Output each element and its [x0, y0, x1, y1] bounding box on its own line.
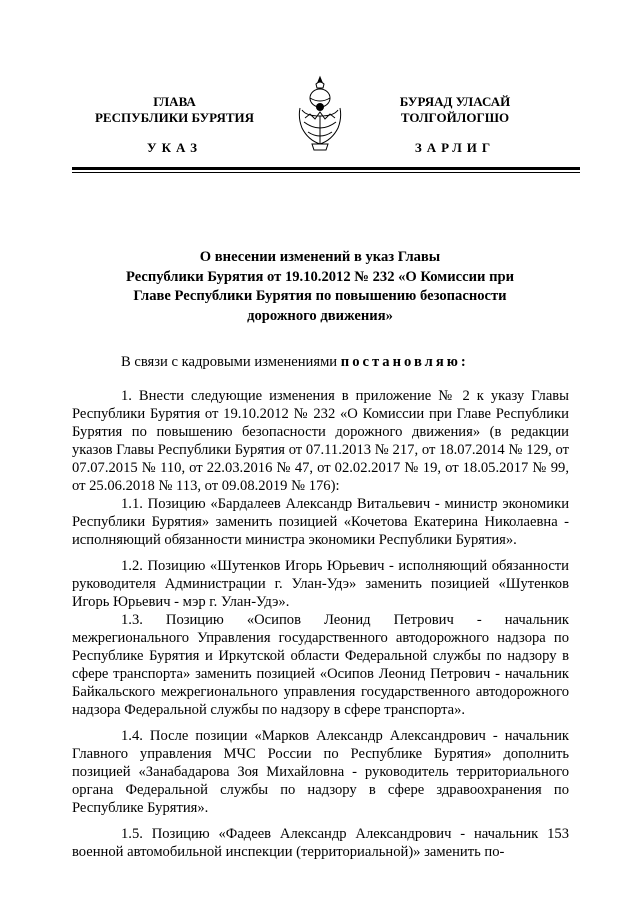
paragraph-1-2: 1.2. Позицию «Шутенков Игорь Юрьевич - исполняющий обязанности руководителя Администрации г. Улан-Удэ» заменить позицией «Шутенков Игорь Юрьевич - мэр г. Улан-Удэ».	[72, 558, 569, 610]
paragraph-1-5: 1.5. Позицию «Фадеев Александр Александрович - начальник 153 военной автомобильной инспекции (территориальной)» заменить по-	[72, 826, 569, 860]
header-left-line1: ГЛАВА	[153, 94, 196, 109]
header-divider-thin	[72, 172, 580, 173]
paragraph-1: 1. Внести следующие изменения в приложение № 2 к указу Главы Республики Бурятия от 19.10.2012 № 232 «О Комиссии при Главе Республики Бурятия по повышению безопасности дорожного движения» (в редакции указов Главы Республики Бурятия от 07.11.2013 № 217, от 18.07.2014 № 129, от 07.07.2015 № 110, от 22.03.2016 № 47, от 02.02.2017 № 19, от 18.05.2017 № 99, от 25.06.2018 № 113, от 09.08.2019 № 176):	[72, 388, 569, 494]
paragraph-1-4: 1.4. После позиции «Марков Александр Александрович - начальник Главного управления МЧС России по Республике Бурятия» дополнить позицией «Занабадарова Зоя Михайловна - руководитель территориального органа Федеральной службы по надзору в сфере здравоохранения по Республике Бурятия».	[72, 728, 569, 816]
document-body	[72, 387, 569, 861]
header-right-line1: БУРЯАД УЛАСАЙ	[399, 94, 511, 109]
title-line3: Главе Республики Бурятия по повышению безопасности	[133, 288, 507, 304]
header-left-line2: РЕСПУБЛИКИ БУРЯТИЯ	[94, 110, 255, 125]
preamble-text: В связи с кадровыми изменениями	[121, 354, 341, 370]
header-left	[72, 94, 277, 126]
decree-label-ru: УКАЗ	[147, 140, 202, 155]
preamble-emphasis: постановляю:	[340, 354, 469, 370]
coat-of-arms-icon	[296, 74, 344, 152]
title-line4: дорожного движения»	[247, 307, 393, 324]
preamble	[121, 353, 571, 371]
title-line2: Республики Бурятия от 19.10.2012 № 232 «О Комиссии при	[125, 268, 515, 285]
document-title	[100, 248, 540, 326]
title-line1: О внесении изменений в указ Главы	[199, 249, 441, 265]
paragraph-1-1: 1.1. Позицию «Бардалеев Александр Витальевич - министр экономики Республики Бурятия» заменить позицией «Кочетова Екатерина Николаевна - исполняющий обязанности министра экономики Республики Бурятия».	[72, 496, 569, 548]
header-right-line2: ТОЛГОЙЛОГШО	[400, 110, 510, 125]
header-right	[370, 94, 540, 126]
decree-label-bua: ЗАРЛИГ	[414, 140, 496, 155]
paragraph-1-3: 1.3. Позицию «Осипов Леонид Петрович - начальник межрегионального Управления государственного автодорожного надзора по Республике Бурятия и Иркутской области Федеральной службы по надзору в сфере транспорта» заменить позицией «Осипов Леонид Петрович - начальник Байкальского межрегионального управления государственного автодорожного надзора Федеральной службы по надзору в сфере транспорта».	[72, 612, 569, 718]
header-divider-thick	[72, 167, 580, 170]
